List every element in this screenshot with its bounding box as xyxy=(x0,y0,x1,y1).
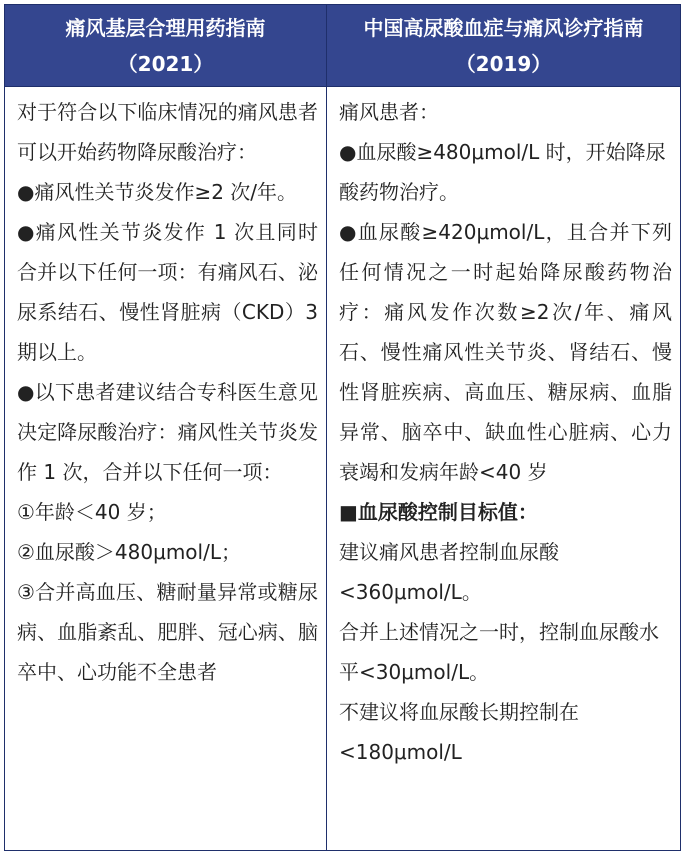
right-target-heading: ■血尿酸控制目标值： xyxy=(339,500,538,524)
left-sub-item-3: ③合并高血压、糖耐量异常或糖尿病、血脂紊乱、肥胖、冠心病、脑卒中、心功能不全患者 xyxy=(17,580,318,684)
content-row xyxy=(5,87,681,851)
header-left xyxy=(5,5,327,87)
right-column-cell xyxy=(327,87,681,851)
right-target-1: 建议痛风患者控制血尿酸<360μmol/L。 xyxy=(339,540,559,604)
header-left-title: 痛风基层合理用药指南 xyxy=(65,16,266,40)
header-right-year: （2019） xyxy=(455,52,552,76)
right-criterion-1: ●血尿酸≥480μmol/L 时，开始降尿酸药物治疗。 xyxy=(339,140,666,204)
left-sub-item-2: ②血尿酸＞480μmol/L； xyxy=(17,540,241,564)
header-left-year: （2021） xyxy=(117,52,214,76)
left-criterion-2: ●痛风性关节炎发作 1 次且同时合并以下任何一项：有痛风石、泌尿系结石、慢性肾脏病（CKD）3 期以上。 xyxy=(17,220,318,364)
right-target-2: 合并上述情况之一时，控制血尿酸水平<30μmol/L。 xyxy=(339,620,659,684)
header-right-title: 中国高尿酸血症与痛风诊疗指南 xyxy=(363,16,644,40)
right-intro: 痛风患者： xyxy=(339,100,439,124)
header-right xyxy=(327,5,681,87)
left-sub-item-1: ①年龄＜40 岁； xyxy=(17,500,167,524)
left-intro: 对于符合以下临床情况的痛风患者可以开始药物降尿酸治疗： xyxy=(17,100,318,164)
right-target-3: 不建议将血尿酸长期控制在<180μmol/L xyxy=(339,700,579,764)
left-criterion-3: ●以下患者建议结合专科医生意见决定降尿酸治疗：痛风性关节炎发作 1 次，合并以下任何一项： xyxy=(17,380,318,484)
left-column-cell xyxy=(5,87,327,851)
header-row xyxy=(5,5,681,87)
guideline-comparison-table xyxy=(4,4,681,851)
right-criterion-2: ●血尿酸≥420μmol/L，且合并下列任何情况之一时起始降尿酸药物治疗：痛风发作次数≥2次/年、痛风石、慢性痛风性关节炎、肾结石、慢性肾脏疾病、高血压、糖尿病、血脂异常、脑卒中、缺血性心脏病、心力衰竭和发病年龄<40 岁 xyxy=(339,220,672,484)
left-criterion-1: ●痛风性关节炎发作≥2 次/年。 xyxy=(17,180,298,204)
